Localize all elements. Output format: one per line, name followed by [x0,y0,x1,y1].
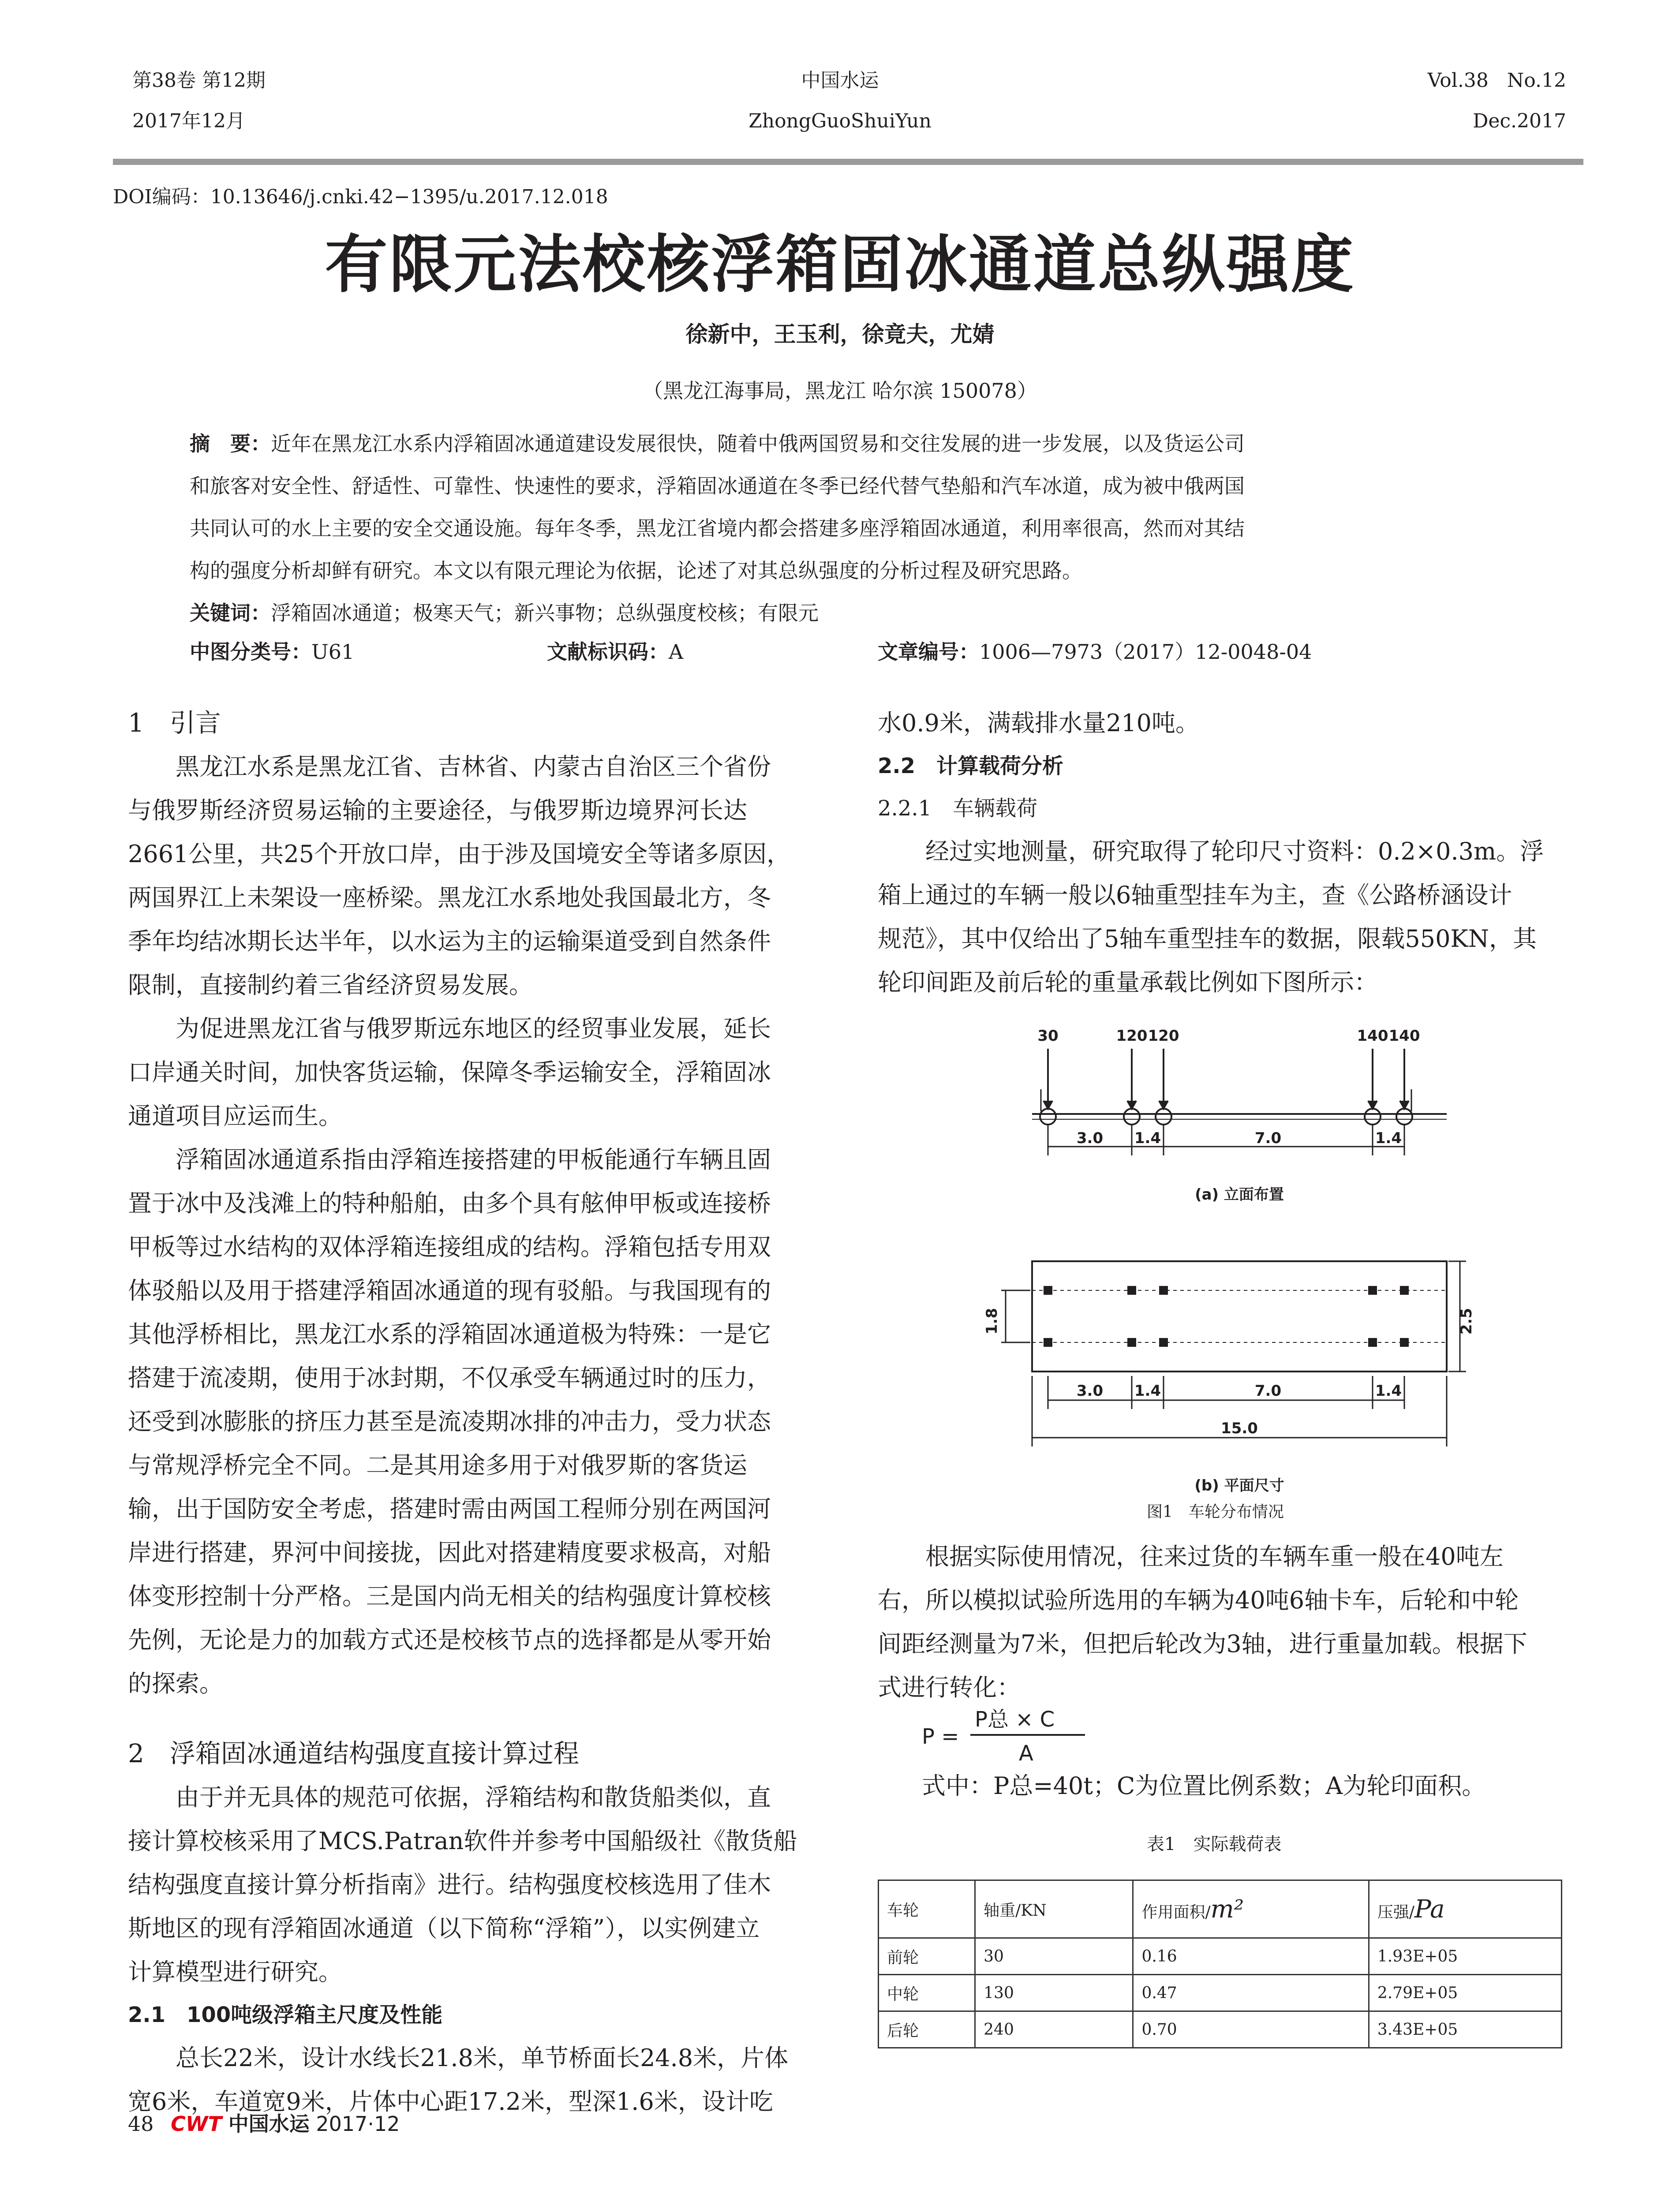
para-line: 两国界江上未架设一座桥梁。黑龙江水系地处我国最北方，冬 [128,884,771,912]
para-line: 岸进行搭建，界河中间接拢，因此对搭建精度要求极高，对船 [128,1539,771,1566]
affiliation: （黑龙江海事局，黑龙江 哈尔滨 150078） [643,379,1037,403]
para-line: 先例，无论是力的加载方式还是校核节点的选择都是从零开始 [128,1626,771,1654]
subsection-2-1-title: 2.1 100吨级浮箱主尺度及性能 [128,2003,443,2027]
table-cell: 中轮 [879,1975,975,2011]
dim-label: 1.4 [1375,1382,1402,1400]
table-cell: 0.16 [1133,1938,1369,1975]
dim-label: 3.0 [1076,1129,1104,1147]
para-line: 由于并无具体的规范可依据，浮箱结构和散货船类似，直 [176,1783,771,1811]
para-line: 2661公里，共25个开放口岸，由于涉及国境安全等诸多原因， [128,840,791,868]
right-column-bottom [878,1535,1566,1709]
dim-label: 7.0 [1254,1382,1282,1400]
abstract [190,422,1495,634]
para-line: 通道项目应运而生。 [128,1102,342,1130]
table-cell: 后轮 [879,2011,975,2048]
table-header-text: 压强/ [1377,1903,1414,1921]
clc [190,631,354,673]
article-no [878,631,1312,673]
dim-width-right: 2.5 [1458,1308,1475,1335]
abstract-label: 摘 要： [190,432,271,456]
table-header-pressure [1369,1880,1561,1938]
para-line: 总长22米，设计水线长21.8米，单节桥面长24.8米，片体 [176,2044,789,2072]
table-header-row [879,1880,1562,1938]
table-cell: 3.43E+05 [1369,2011,1561,2048]
table-caption: 表1 实际载荷表 [1147,1834,1282,1854]
abstract-line: 和旅客对安全性、舒适性、可靠性、快速性的要求，浮箱固冰通道在冬季已经代替气垫船和汽车冰道，成为被中俄两国 [190,474,1245,498]
footer-journal: 中国水运 [228,2112,310,2136]
para-line: 限制，直接制约着三省经济贸易发展。 [128,971,533,999]
table-cell: 2.79E+05 [1369,1975,1561,2011]
para-line: 水0.9米，满载排水量210吨。 [878,709,1199,737]
table-cell: 0.70 [1133,2011,1369,2048]
para-line: 接计算校核采用了MCS.Patran软件并参考中国船级社《散货船 [128,1827,797,1855]
keywords-text: 浮箱固冰通道；极寒天气；新兴事物；总纵强度校核；有限元 [271,601,819,625]
article-value: 1006—7973（2017）12-0048-04 [979,640,1312,664]
table-header: 车轮 [879,1880,975,1938]
para-line: 其他浮桥相比，黑龙江水系的浮箱固冰通道极为特殊：一是它 [128,1320,771,1348]
authors: 徐新中，王玉利，徐竟夫，尤婧 [685,321,995,347]
dim-label: 3.0 [1076,1382,1104,1400]
para-line: 输，出于国防安全考虑，搭建时需由两国工程师分别在两国河 [128,1495,771,1523]
formula-lhs: P = [922,1724,959,1749]
article-label: 文章编号： [878,640,979,664]
table-row [879,1938,1562,1975]
doc-code [547,631,683,673]
load-label: 140 [1357,1027,1388,1045]
table-row [879,1975,1562,2011]
load-label: 140 [1388,1027,1420,1045]
keywords-label: 关键词： [190,601,271,625]
subsection-2-2-title: 2.2 计算载荷分析 [878,754,1064,778]
formula-numerator: P总 × C [975,1707,1055,1732]
para-line: 浮箱固冰通道系指由浮箱连接搭建的甲板能通行车辆且固 [176,1146,771,1174]
plan-wheels [1044,1287,1408,1346]
para-line: 还受到冰膨胀的挤压力甚至是流凌期冰排的冲击力，受力状态 [128,1408,771,1435]
para-line: 计算模型进行研究。 [128,1958,342,1986]
header-vol-en: Vol.38 No.12 [1427,69,1566,92]
dim-label: 7.0 [1254,1129,1282,1147]
abstract-line [190,422,1495,465]
section-1-title: 1 引言 [128,708,221,738]
unit-m2: m² [1210,1895,1244,1924]
para-line: 体驳船以及用于搭建浮箱固冰通道的现有驳船。与我国现有的 [128,1277,771,1304]
para-line: 甲板等过水结构的双体浮箱连接组成的结构。浮箱包括专用双 [128,1233,771,1261]
footer-brand: CWT [171,2112,222,2136]
table-cell: 前轮 [879,1938,975,1975]
right-column-top [878,701,1566,1004]
header-date-cn: 2017年12月 [132,110,245,132]
doc-label: 文献标识码： [547,640,669,664]
dim-total-label: 15.0 [1221,1420,1258,1437]
para-line: 季年均结冰期长达半年，以水运为主的运输渠道受到自然条件 [128,927,771,955]
header-date-en: Dec.2017 [1473,110,1566,132]
left-column [128,701,816,2123]
wheel-circles [1040,1109,1412,1125]
para-line: 口岸通关时间，加快客货运输，保障冬季运输安全，浮箱固冰 [128,1058,771,1086]
load-label: 120 [1148,1027,1179,1045]
figure-caption-a: (a) 立面布置 [1195,1186,1284,1203]
table-cell: 130 [975,1975,1133,2011]
load-arrows [1044,1049,1409,1109]
table-cell: 0.47 [1133,1975,1369,2011]
dim-label: 1.4 [1134,1129,1161,1147]
table-header-text: 作用面积/ [1141,1903,1211,1921]
para-line: 经过实地测量，研究取得了轮印尺寸资料：0.2×0.3m。浮 [925,837,1544,865]
header-journal-pinyin: ZhongGuoShuiYun [748,110,932,132]
table-header: 轴重/KN [975,1880,1133,1938]
abstract-line: 共同认可的水上主要的安全交通设施。每年冬季，黑龙江省境内都会搭建多座浮箱固冰通道，利用率很高，然而对其结 [190,516,1245,540]
page-number: 48 [128,2112,154,2136]
formula-bar [970,1734,1085,1736]
para-line: 搭建于流凌期，使用于冰封期，不仅承受车辆通过时的压力， [128,1364,771,1392]
doc-value: A [669,640,684,664]
footer [128,2108,400,2137]
keywords [190,592,1495,634]
dim-label: 1.4 [1375,1129,1402,1147]
header-rule [113,159,1583,165]
para-line: 根据实际使用情况，往来过货的车辆车重一般在40吨左 [925,1543,1504,1570]
load-table [878,1880,1562,2048]
para-line: 右，所以模拟试验所选用的车辆为40吨6轴卡车，后轮和中轮 [878,1586,1519,1614]
load-label: 120 [1116,1027,1148,1045]
wheel-distribution-figure [983,1014,1475,1517]
para-line: 宽6米，车道宽9米，片体中心距17.2米，型深1.6米，设计吃 [128,2088,773,2115]
clc-value: U61 [311,640,355,664]
doi: DOI编码：10.13646/j.cnki.42−1395/u.2017.12.018 [113,186,608,208]
para-line: 的探索。 [128,1670,223,1697]
page-title: 有限元法校核浮箱固冰通道总纵强度 [325,228,1355,301]
section-2-title: 2 浮箱固冰通道结构强度直接计算过程 [128,1738,579,1768]
footer-issue: 2017·12 [316,2112,400,2136]
para-line: 式进行转化： [878,1674,1021,1701]
header-vol-cn: 第38卷 第12期 [132,69,266,92]
formula-denominator: A [1019,1741,1033,1766]
header-journal-cn: 中国水运 [801,69,879,92]
table-row [879,2011,1562,2048]
figure-caption-b: (b) 平面尺寸 [1194,1477,1284,1495]
clc-label: 中图分类号： [190,640,311,664]
para-line: 规范》，其中仅给出了5轴车重型挂车的数据，限载550KN，其 [878,925,1537,953]
para-line: 斯地区的现有浮箱固冰通道（以下简称“浮箱”），以实例建立 [128,1914,760,1942]
dim-label: 1.4 [1134,1382,1161,1400]
load-label: 30 [1037,1027,1059,1045]
para-line: 间距经测量为7米，但把后轮改为3轴，进行重量加载。根据下 [878,1630,1527,1658]
dim-line-b [1001,1261,1466,1446]
table-cell: 1.93E+05 [1369,1938,1561,1975]
abstract-text: 近年在黑龙江水系内浮箱固冰通道建设发展很快，随着中俄两国贸易和交往发展的进一步发展，以及货运公司 [271,432,1245,456]
figure-caption: 图1 车轮分布情况 [1147,1503,1284,1521]
para-line: 与俄罗斯经济贸易运输的主要途径，与俄罗斯边境界河长达 [128,796,747,824]
formula-note: 式中：P总=40t；C为位置比例系数；A为轮印面积。 [922,1772,1486,1800]
table-cell: 240 [975,2011,1133,2048]
subsection-2-2-1-title: 2.2.1 车辆载荷 [878,796,1038,821]
para-line: 置于冰中及浅滩上的特种船舶，由多个具有舷伸甲板或连接桥 [128,1189,771,1217]
para-line: 轮印间距及前后轮的重量承载比例如下图所示： [878,968,1378,996]
plan-outline [1032,1261,1447,1372]
para-line: 黑龙江水系是黑龙江省、吉林省、内蒙古自治区三个省份 [176,753,771,781]
para-line: 结构强度直接计算分析指南》进行。结构强度校核选用了佳木 [128,1871,771,1899]
table-header-area [1133,1880,1369,1938]
table-cell: 30 [975,1938,1133,1975]
para-line: 与常规浮桥完全不同。二是其用途多用于对俄罗斯的客货运 [128,1451,747,1479]
abstract-line: 构的强度分析却鲜有研究。本文以有限元理论为依据，论述了对其总纵强度的分析过程及研究思路。 [190,559,1082,583]
dim-width-left: 1.8 [983,1308,1001,1335]
para-line: 体变形控制十分严格。三是国内尚无相关的结构强度计算校核 [128,1582,771,1610]
para-line: 箱上通过的车辆一般以6轴重型挂车为主，查《公路桥涵设计 [878,881,1512,909]
unit-pa: Pa [1414,1895,1445,1924]
para-line: 为促进黑龙江省与俄罗斯远东地区的经贸事业发展，延长 [176,1015,771,1043]
